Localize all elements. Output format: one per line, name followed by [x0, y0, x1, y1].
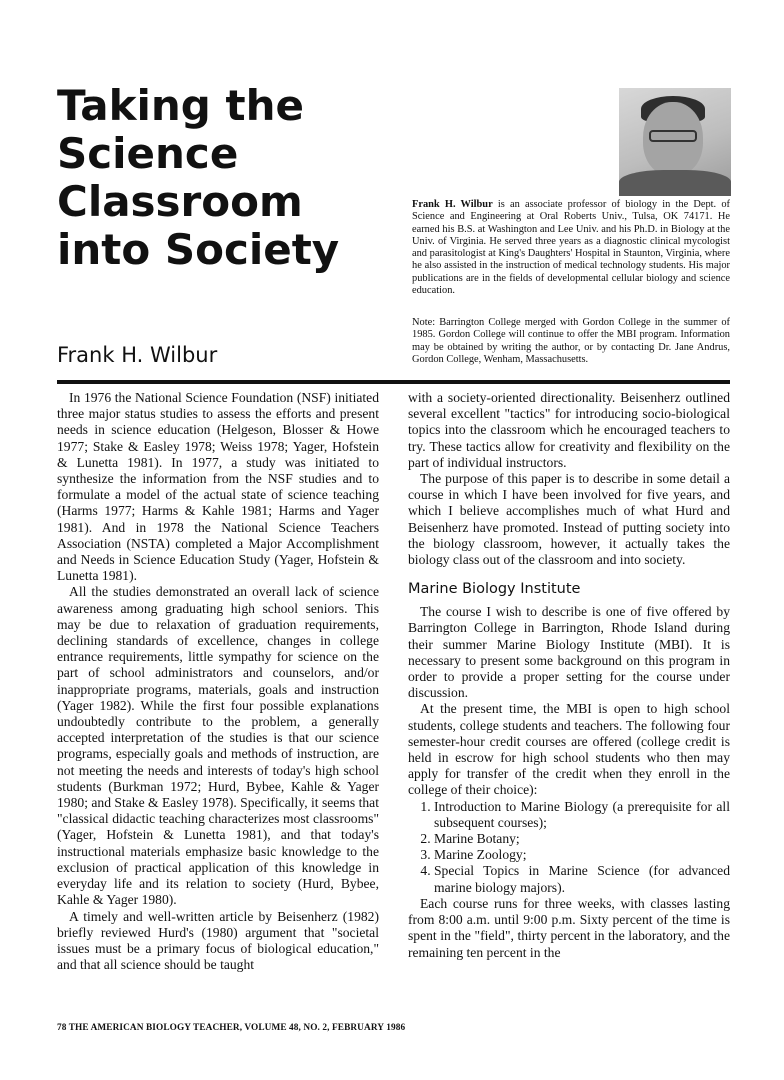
- paragraph: The purpose of this paper is to describe in some detail a course in which I have been involved for five years, and which I believe accomplishes much of what Hurd and Beisenherz have promoted. Instead of putting society into the biology classroom, however, it actually takes the biology class out of the classroom and into society.: [408, 471, 730, 568]
- paragraph: In 1976 the National Science Foundation (NSF) initiated three major status studies to assess the efforts and present needs in science education (Helgeson, Blosser & Howe 1977; Stake & Easley 1978; Weiss 1978; Yager, Hofstein & Lunetta 1981). In 1977, a study was initiated to synthesize the information from the NSF studies and to formulate a model of the actual state of science teaching (Harms 1977; Harms & Kahle 1981; Harms and Yager 1981). And in 1978 the National Science Teachers Association (NSTA) completed a Major Accomplishment and Needs in Science Education Study (Yager, Hofstein & Lunetta 1981).: [57, 390, 379, 584]
- right-column: [408, 390, 730, 961]
- editor-note: Note: Barrington College merged with Gordon College in the summer of 1985. Gordon College will continue to offer the MBI program. Information may be obtained by writing the author, or by contacting Dr. Jane Andrus, Gordon College, Wenham, Massachusetts.: [412, 317, 730, 365]
- paragraph: All the studies demonstrated an overall lack of science awareness among graduating high school seniors. This may be due to relaxation of graduation requirements, declining standards of excellence, changes in college entrance requirements, little sympathy for science on the part of school administrators and counselors, and/or inappropriate programs, materials, goals and instruction (Yager 1982). While the first four possible explanations undoubtedly contribute to the problem, a generally accepted interpretation of the studies is that our science programs, especially goals and methods of instruction, are not meeting the needs and interests of today's high school students (Burkman 1972; Hurd, Bybee, Kahle & Yager 1980; and Stake & Easley 1978). Specifically, it seems that "classical didactic teaching characterizes most classrooms" (Yager, Hofstein & Lunetta 1981), and that today's instructional materials emphasize basic knowledge to the exclusion of practical application of this knowledge in everyday life and its relation to society (Hurd, Bybee, Kahle & Yager 1980).: [57, 584, 379, 908]
- bio-text: is an associate professor of biology in the Dept. of Science and Engineering at Oral Roberts Univ., Tulsa, OK 74171. He earned his B.S. at Washington and Lee Univ. and his Ph.D. in Biology at the Univ. of Virginia. He served three years as a diagnostic clinical mycologist and parasitologist at King's Daughters' Hospital in Staunton, Virginia, where he also assisted in the instruction of medical technology students. His major publications are in the fields of developmental cellular biology and science education.: [412, 199, 730, 297]
- bio-name: Frank H. Wilbur: [412, 199, 493, 210]
- paragraph: A timely and well-written article by Beisenherz (1982) briefly reviewed Hurd's (1980) argument that "societal issues must be a primary focus of biological education," and that all science should be taught: [57, 908, 379, 973]
- paragraph: At the present time, the MBI is open to high school students, college students and teachers. The following four semester-hour credit courses are offered (college credit is held in escrow for high school students who then may apply for transfer of the credit when they enroll in the college of their choice):: [408, 701, 730, 798]
- section-heading: Marine Biology Institute: [408, 581, 581, 598]
- list-item: 3. Marine Zoology;: [434, 847, 730, 863]
- list-item: 4. Special Topics in Marine Science (for advanced marine biology majors).: [434, 863, 730, 895]
- header-rule: [57, 380, 730, 384]
- author-name: Frank H. Wilbur: [57, 343, 218, 367]
- paragraph: with a society-oriented directionality. Beisenherz outlined several excellent "tactics" for introducing socio-biological topics into the classroom which he encouraged teachers to try. These tactics allow for creativity and flexibility on the part of individual instructors.: [408, 390, 730, 470]
- left-column: [57, 390, 379, 973]
- article-title: Taking the Science Classroom into Society: [57, 81, 340, 274]
- course-list: [408, 799, 730, 896]
- author-bio: [412, 199, 730, 297]
- paragraph: Each course runs for three weeks, with classes lasting from 8:00 a.m. until 9:00 p.m. Sixty percent of the time is spent in the "field", thirty percent in the laboratory, and the remaining ten percent in the: [408, 895, 730, 960]
- paragraph: The course I wish to describe is one of five offered by Barrington College in Barrington, Rhode Island during their summer Marine Biology Institute (MBI). It is necessary to present some background on this program in order to provide a proper setting for the course under discussion.: [408, 604, 730, 701]
- list-item: 1. Introduction to Marine Biology (a prerequisite for all subsequent courses);: [434, 799, 730, 831]
- list-item: 2. Marine Botany;: [434, 831, 730, 847]
- author-photo: [619, 88, 731, 196]
- page-footer: 78 THE AMERICAN BIOLOGY TEACHER, VOLUME 48, NO. 2, FEBRUARY 1986: [57, 1023, 406, 1033]
